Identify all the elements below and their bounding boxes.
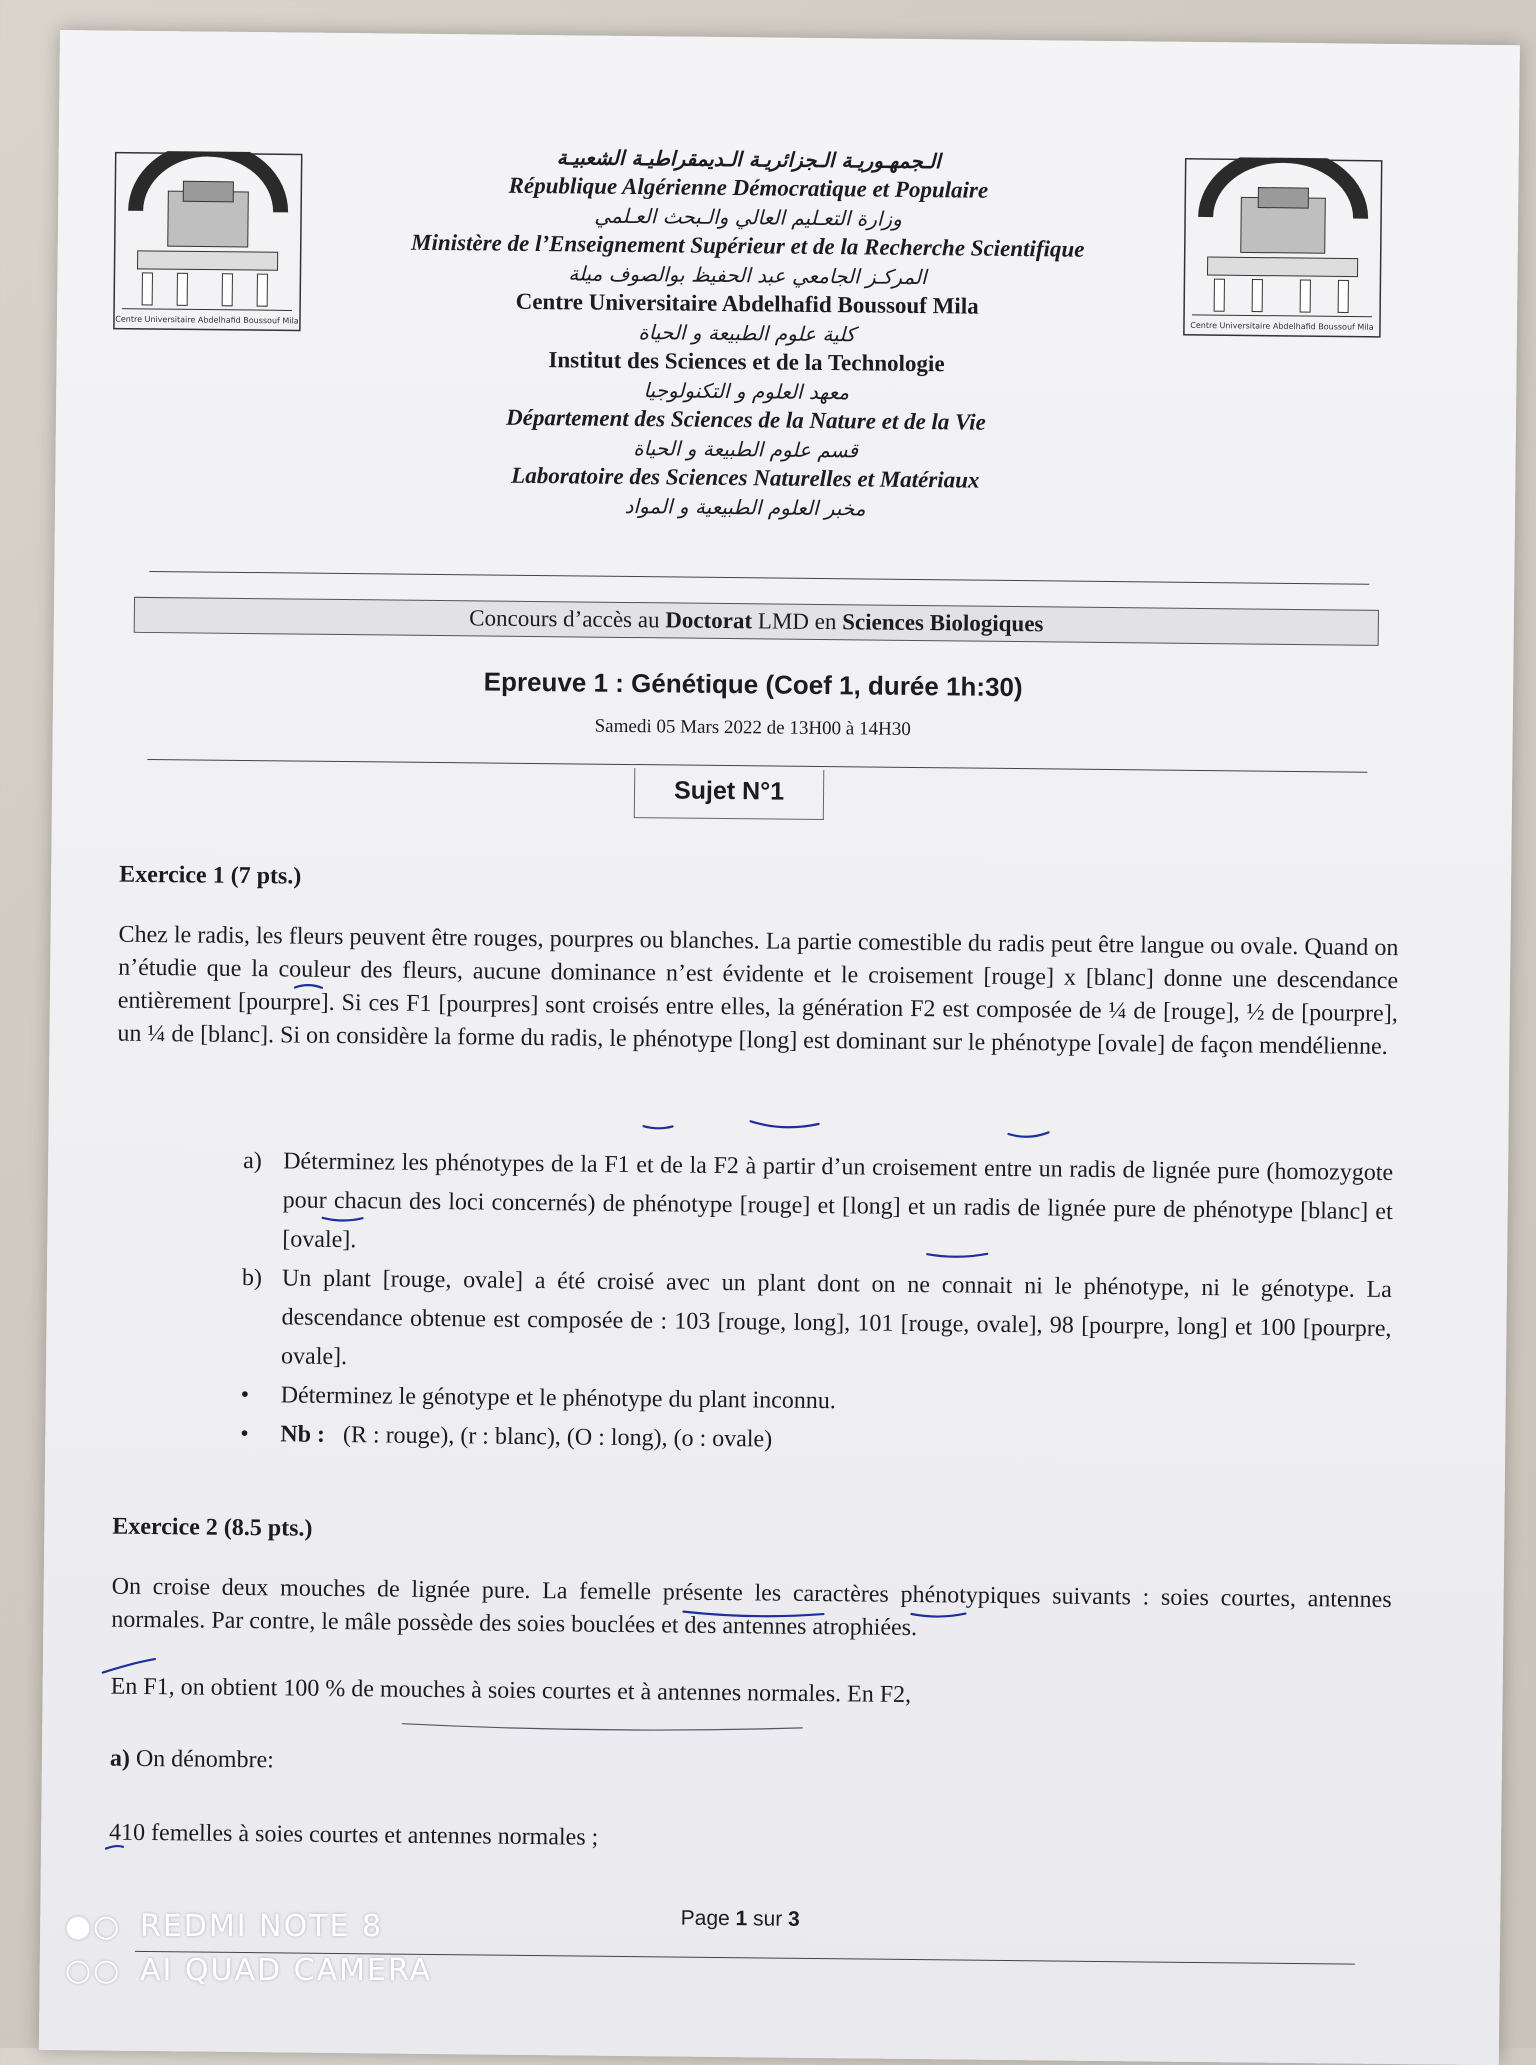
part-a-text: On dénombre: <box>129 1745 274 1774</box>
watermark-line1: REDMI NOTE 8 <box>140 1909 384 1944</box>
ar-republic: الـجمهـوريـة الـجزائريـة الـديمقراطيـة الشعبيـة <box>556 145 941 174</box>
page-footer <box>490 1905 990 1934</box>
banner-part3: LMD en <box>752 608 843 635</box>
question-bullet-text: Déterminez le génotype et le phénotype du plant inconnu. <box>280 1382 836 1415</box>
institution-header <box>315 141 1179 526</box>
ar-ministry: وزارة التعـليم العالي والـبحث العـلمي <box>594 203 902 231</box>
question-b-label: b) <box>241 1264 263 1292</box>
page-current: 1 <box>735 1907 748 1931</box>
contest-banner <box>134 597 1379 646</box>
header-divider <box>149 571 1369 585</box>
exercise2-part-a <box>110 1743 1390 1789</box>
ar-department: قسم علوم الطبيعة و الحياة <box>633 436 859 463</box>
fr-laboratory: Laboratoire des Sciences Naturelles et Matériaux <box>511 462 980 493</box>
question-a-text: Déterminez les phénotypes de la F1 et de la F2 à partir d’un croisement entre un radis de lignée pure (homozygote pour chacun des loci concernés) de phénotype [rouge] et [long] et un radis de lignée pure de phénotype [blanc] et [ovale]. <box>282 1148 1394 1254</box>
ink-underline <box>644 1126 673 1128</box>
bullet-icon: • <box>240 1420 249 1448</box>
camera-watermark <box>65 1905 432 1993</box>
ar-centre: المركـز الجامعي عبد الحفيظ بوالصوف ميلة <box>568 261 927 290</box>
exercise2-heading: Exercice 2 (8.5 pts.) <box>112 1513 313 1542</box>
fr-republic: République Algérienne Démocratique et Populaire <box>508 172 989 203</box>
exercise2-paragraph: On croise deux mouches de lignée pure. La femelle présente les caractères phénotypiques suivants : soies courtes, antennes normales. Par contre, le mâle possède des soies bouclées et des antennes atrophiées. <box>111 1573 1392 1642</box>
subject-number: Sujet N°1 <box>634 768 825 820</box>
nb-label: Nb : <box>280 1421 326 1448</box>
nb-text: (R : rouge), (r : blanc), (O : long), (o : ovale) <box>342 1422 773 1453</box>
page-total: 3 <box>787 1907 800 1931</box>
page-prefix: Page <box>680 1906 736 1931</box>
question-b <box>241 1259 1392 1388</box>
camera-dots-icon: ●○ <box>65 1909 122 1944</box>
exercise2-count-line: 410 femelles à soies courtes et antennes normales ; <box>108 1819 599 1851</box>
camera-infinity-icon: ○○ <box>65 1953 122 1988</box>
university-logo-right <box>1182 157 1384 339</box>
ink-underline <box>402 1724 802 1732</box>
ar-institute: معهد العلوم و التكنولوجيا <box>643 378 850 405</box>
watermark-line2: AI QUAD CAMERA <box>140 1953 433 1988</box>
fr-institute: Institut des Sciences et de la Technologie <box>548 347 945 377</box>
question-b-text: Un plant [rouge, ovale] a été croisé avec un plant dont on ne connait ni le phénotype, ni le génotype. La descendance obtenue est composée de : 103 [rouge, long], 101 [rouge, ovale], 98 [pourpre, long] et 100 [pourpre, ovale]. <box>280 1265 1393 1371</box>
exercise1-heading: Exercice 1 (7 pts.) <box>119 861 302 890</box>
exercise1-title <box>119 859 1399 905</box>
fr-department: Département des Sciences de la Nature et de la Vie <box>505 404 986 435</box>
part-a-label: a) <box>109 1745 131 1772</box>
exam-date: Samedi 05 Mars 2022 de 13H00 à 14H30 <box>594 715 911 740</box>
exercise1-questions <box>240 1142 1393 1466</box>
ar-faculty: كلية علوم الطبيعة و الحياة <box>638 320 856 347</box>
exercise2-f1-line: En F1, on obtient 100 % de mouches à soies courtes et à antennes normales. En F2, <box>110 1673 912 1709</box>
logo-caption-right: Centre Universitaire Abdelhafid Boussouf Mila <box>1190 320 1374 332</box>
question-a-label: a) <box>243 1147 262 1175</box>
university-logo-left <box>112 151 304 333</box>
exercise1-paragraph: Chez le radis, les fleurs peuvent être rouges, pourpres ou blanches. La partie comestible du radis peut être langue ou ovale. Quand on n’étudie que la couleur des fleurs, aucune dominance n’est évidente et le croisement [rouge] x [blanc] donne une descendance entièrement [pourpre]. Si ces F1 [pourpres] sont croisés entre elles, la génération F2 est composée de ¼ de [rouge], ½ de [pourpre], un ¼ de [blanc]. Si on considère la forme du radis, le phénotype [long] est dominant sur le phénotype [ovale] de façon mendélienne. <box>117 921 1399 1060</box>
ink-underline <box>1008 1132 1048 1137</box>
ar-laboratory: مخبر العلوم الطبيعية و المواد <box>624 493 866 521</box>
banner-field: Sciences Biologiques <box>842 609 1044 637</box>
fr-centre: Centre Universitaire Abdelhafid Boussouf Mila <box>515 288 979 319</box>
banner-part1: Concours d’accès au <box>469 605 666 633</box>
logo-caption-left: Centre Universitaire Abdelhafid Boussouf Mila <box>115 314 299 326</box>
bullet-icon: • <box>240 1381 250 1409</box>
question-a <box>242 1142 1393 1271</box>
fr-ministry: Ministère de l’Enseignement Supérieur et de la Recherche Scientifique <box>410 229 1085 262</box>
exam-title: Epreuve 1 : Génétique (Coef 1, durée 1h:30) <box>483 666 1023 703</box>
page-mid: sur <box>747 1907 789 1931</box>
ink-underline <box>751 1121 819 1127</box>
exam-paper <box>39 30 1520 2065</box>
banner-doctorat: Doctorat <box>665 607 753 634</box>
exercise2-title <box>112 1511 1392 1557</box>
